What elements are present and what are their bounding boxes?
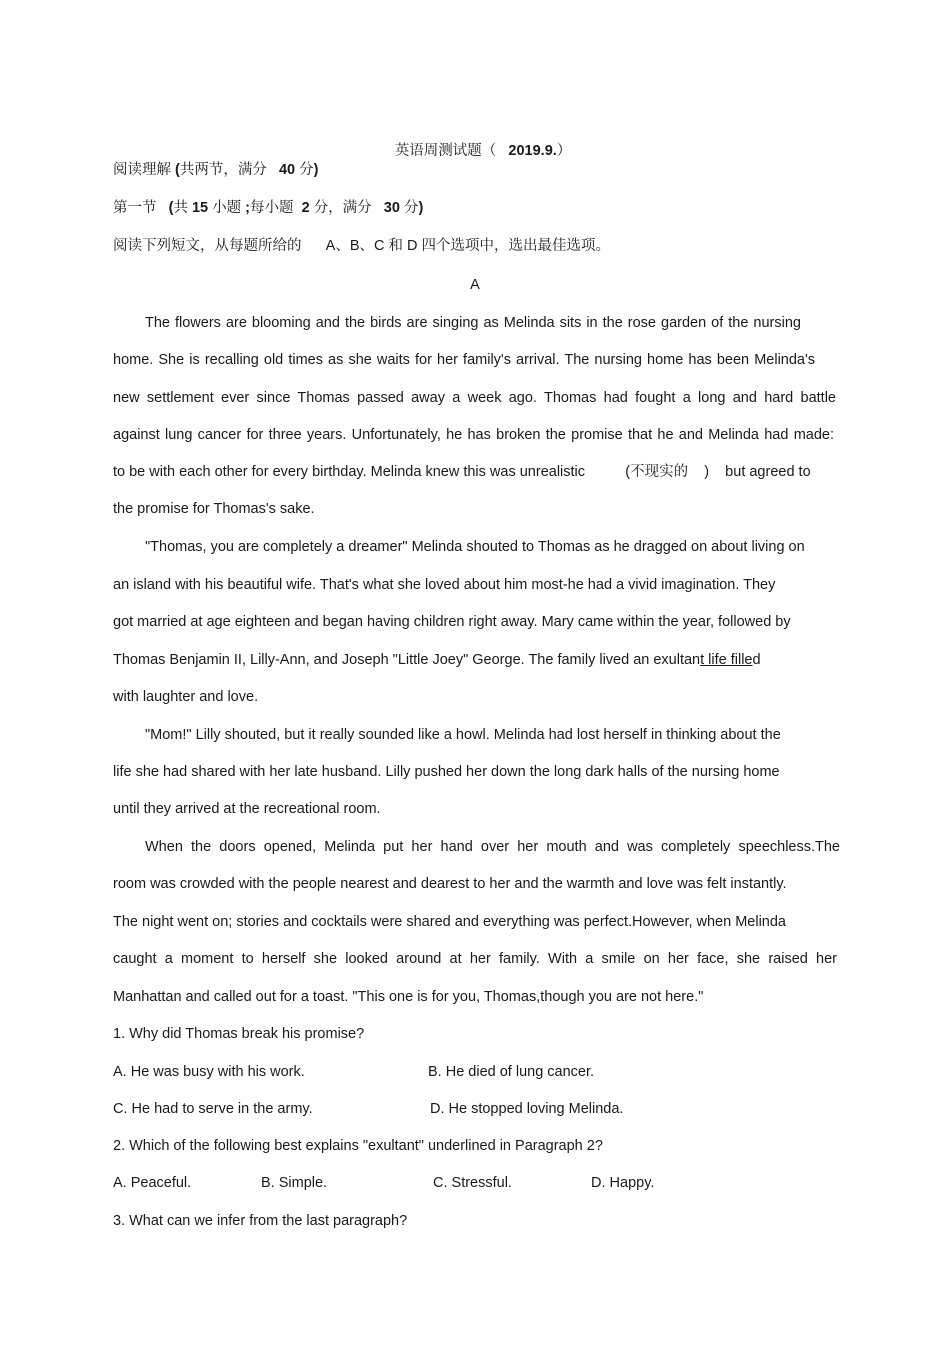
passage-line: caught a moment to herself she looked around at her family. With a smile on her face, she raised her [113, 951, 837, 967]
option: D. Happy. [591, 1175, 655, 1191]
option: B. Simple. [261, 1175, 328, 1191]
passage-line: When the doors opened, Melinda put her hand over her mouth and was completely speechless.The [145, 839, 840, 855]
passage-line: an island with his beautiful wife. That's what she loved about him most-he had a vivid imagination. They [113, 577, 776, 593]
passage-line: with laughter and love. [113, 689, 259, 705]
passage-line: new settlement ever since Thomas passed away a week ago. Thomas had fought a long and hard battle [113, 390, 836, 406]
passage-line: The flowers are blooming and the birds are singing as Melinda sits in the rose garden of the nursing [145, 315, 801, 331]
option: C. He had to serve in the army. [113, 1101, 313, 1117]
passage-line: to be with each other for every birthday. Melinda knew this was unrealistic (不现实的 ) but agreed to [113, 464, 811, 480]
option: B. He died of lung cancer. [428, 1064, 595, 1080]
passage-line: The night went on; stories and cocktails were shared and everything was perfect.However, when Melinda [113, 914, 786, 930]
passage-line: got married at age eighteen and began having children right away. Mary came within the year, followed by [113, 614, 791, 630]
passage-line: Thomas Benjamin II, Lilly-Ann, and Joseph "Little Joey" George. The family lived an exultant life filled [113, 652, 761, 668]
passage-label: A [470, 277, 480, 293]
question-stem: 3. What can we infer from the last paragraph? [113, 1213, 408, 1229]
title-text: 英语周测试题（ [394, 143, 497, 159]
passage-line: room was crowded with the people nearest and dearest to her and the warmth and love was felt instantly. [113, 876, 787, 892]
title-date: 2019.9. [508, 143, 557, 159]
passage-line: the promise for Thomas's sake. [113, 501, 315, 517]
subsection-heading: 第一节 (共 15 小题 ;每小题 2 分，满分 30 分) [113, 200, 424, 216]
option: D. He stopped loving Melinda. [430, 1101, 624, 1117]
passage-line: against lung cancer for three years. Unfortunately, he has broken the promise that he and Melinda had made: [113, 427, 834, 443]
option: A. Peaceful. [113, 1175, 192, 1191]
passage-line: Manhattan and called out for a toast. "This one is for you, Thomas,though you are not here." [113, 989, 704, 1005]
passage-line: "Thomas, you are completely a dreamer" Melinda shouted to Thomas as he dragged on about living on [145, 539, 805, 555]
option: C. Stressful. [433, 1175, 512, 1191]
passage-line: until they arrived at the recreational room. [113, 801, 381, 817]
instruction-text: 阅读下列短文，从每题所给的 A、B、C 和 D 四个选项中，选出最佳选项。 [113, 238, 611, 254]
section-heading: 阅读理解 (共两节，满分 40 分) [113, 162, 319, 178]
question-stem: 1. Why did Thomas break his promise? [113, 1026, 365, 1042]
underlined-word: t life fille [700, 652, 753, 668]
passage-line: life she had shared with her late husband. Lilly pushed her down the long dark halls of the nursing home [113, 764, 780, 780]
title-close: ） [556, 143, 572, 159]
option: A. He was busy with his work. [113, 1064, 305, 1080]
passage-line: "Mom!" Lilly shouted, but it really sounded like a howl. Melinda had lost herself in thinking about the [145, 727, 781, 743]
passage-line: home. She is recalling old times as she waits for her family's arrival. The nursing home has been Melinda's [113, 352, 815, 368]
question-stem: 2. Which of the following best explains "exultant" underlined in Paragraph 2? [113, 1138, 603, 1154]
